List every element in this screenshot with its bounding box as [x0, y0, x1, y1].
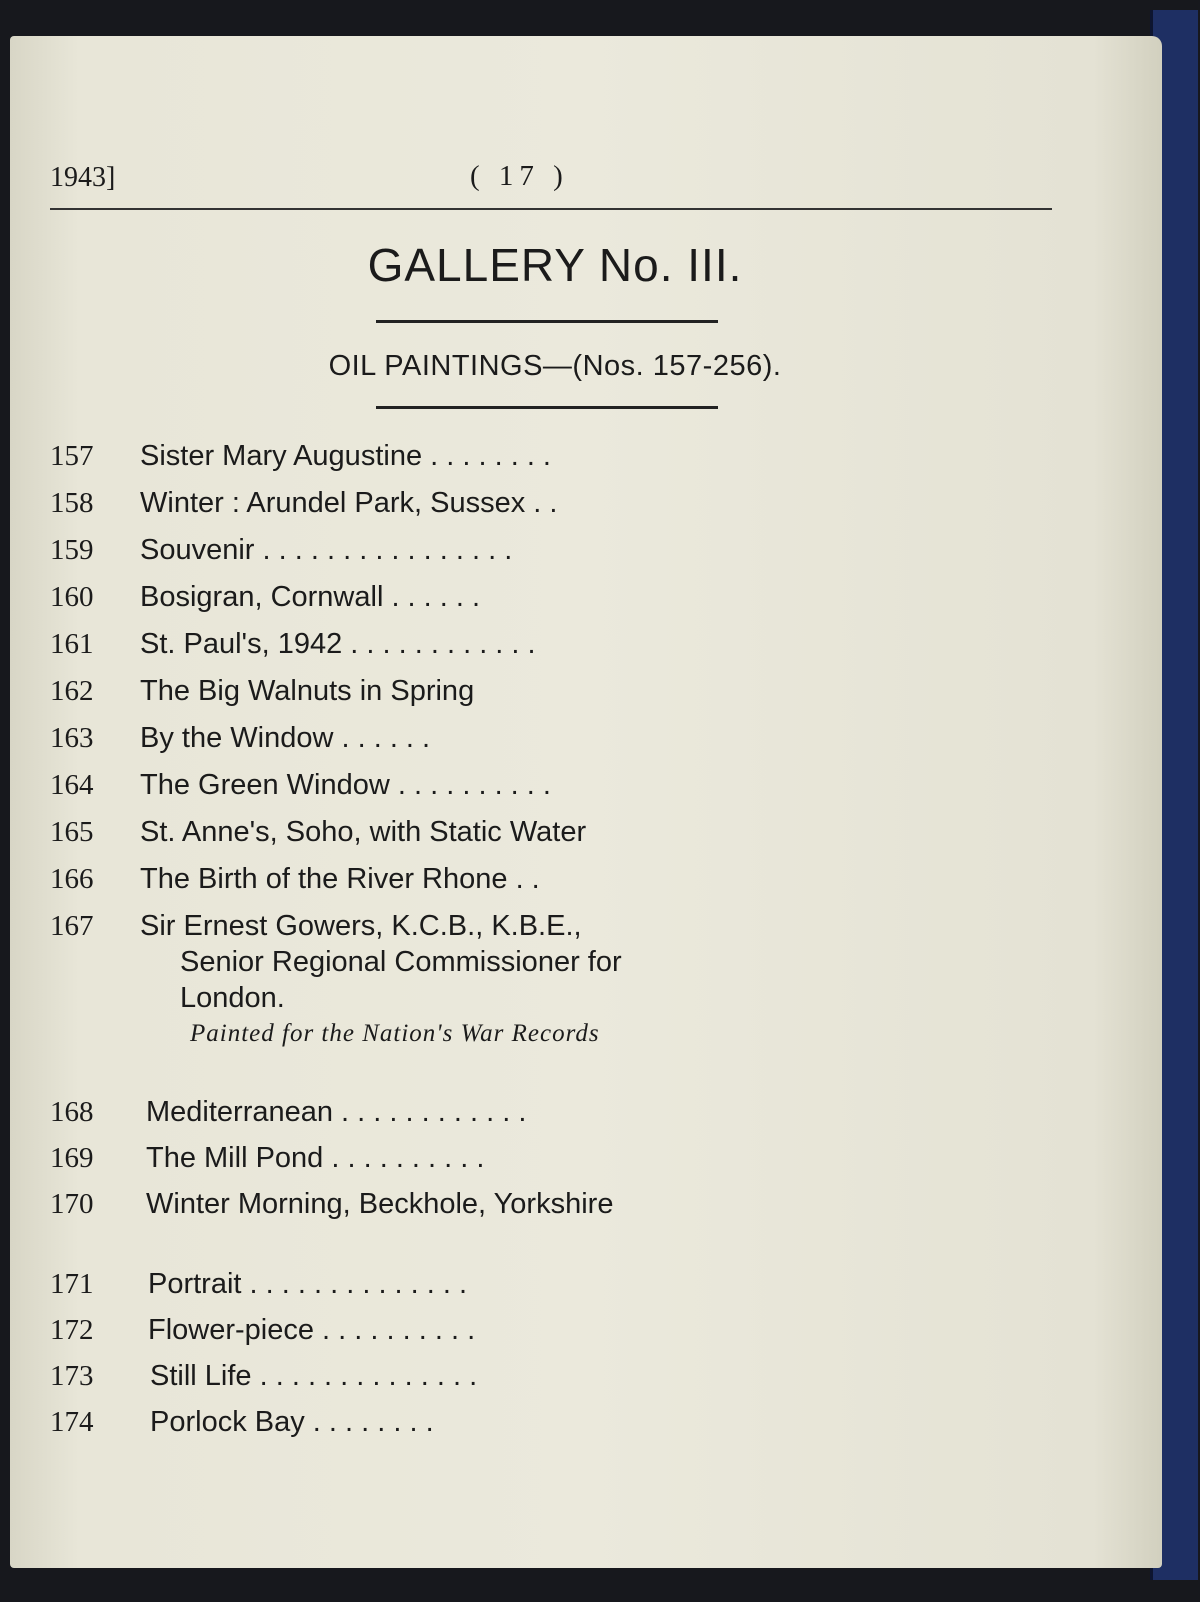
entry-title: Souvenir . . . . . . . . . . . . . . . . — [140, 534, 513, 566]
entry-number: 163 — [50, 722, 94, 754]
entry-number: 170 — [50, 1188, 94, 1220]
entry-number: 165 — [50, 816, 94, 848]
entry-title: Porlock Bay . . . . . . . . — [150, 1406, 434, 1438]
entry-title: Winter : Arundel Park, Sussex . . — [140, 487, 558, 519]
entry-title: By the Window . . . . . . — [140, 722, 431, 754]
entry-title: Winter Morning, Beckhole, Yorkshire — [146, 1188, 614, 1220]
gallery-title: GALLERY No. III. — [367, 239, 743, 291]
entry-title-continued: Senior Regional Commissioner for — [180, 946, 622, 978]
entry-number: 164 — [50, 769, 94, 801]
entry-title: The Green Window . . . . . . . . . . — [140, 769, 551, 801]
entry-title: The Big Walnuts in Spring — [140, 675, 475, 707]
entry-number: 158 — [50, 487, 94, 519]
entry-number: 159 — [50, 534, 94, 566]
entry-number: 174 — [50, 1406, 94, 1438]
catalogue-page — [10, 36, 1162, 1568]
entry-title: Still Life . . . . . . . . . . . . . . — [150, 1360, 478, 1392]
header-rule — [50, 208, 1052, 210]
entry-number: 157 — [50, 440, 94, 472]
entry-number: 173 — [50, 1360, 94, 1392]
entry-number: 160 — [50, 581, 94, 613]
entry-number: 161 — [50, 628, 94, 660]
page-number: ( 17 ) — [470, 160, 569, 192]
entry-number: 167 — [50, 910, 94, 942]
entry-title: Bosigran, Cornwall . . . . . . — [140, 581, 481, 613]
entry-number: 166 — [50, 863, 94, 895]
entry-title: St. Anne's, Soho, with Static Water — [140, 816, 587, 848]
entry-title: The Mill Pond . . . . . . . . . . — [146, 1142, 485, 1174]
running-header-year: 1943] — [50, 162, 116, 193]
entry-title: St. Paul's, 1942 . . . . . . . . . . . . — [140, 628, 536, 660]
entry-title: Mediterranean . . . . . . . . . . . . — [146, 1096, 527, 1128]
title-rule — [376, 320, 718, 323]
entry-title: Flower-piece . . . . . . . . . . — [148, 1314, 476, 1346]
entry-number: 162 — [50, 675, 94, 707]
section-subtitle: OIL PAINTINGS—(Nos. 157-256). — [328, 350, 782, 382]
entry-title: Sister Mary Augustine . . . . . . . . — [140, 440, 551, 472]
entry-note: Painted for the Nation's War Records — [190, 1020, 600, 1047]
entry-title: Sir Ernest Gowers, K.C.B., K.B.E., — [140, 910, 582, 942]
entry-number: 168 — [50, 1096, 94, 1128]
entry-number: 171 — [50, 1268, 94, 1300]
entry-number: 172 — [50, 1314, 94, 1346]
entry-title-continued: London. — [180, 982, 285, 1014]
entry-number: 169 — [50, 1142, 94, 1174]
entry-title: Portrait . . . . . . . . . . . . . . — [148, 1268, 468, 1300]
subtitle-rule — [376, 406, 718, 409]
entry-title: The Birth of the River Rhone . . — [140, 863, 540, 895]
